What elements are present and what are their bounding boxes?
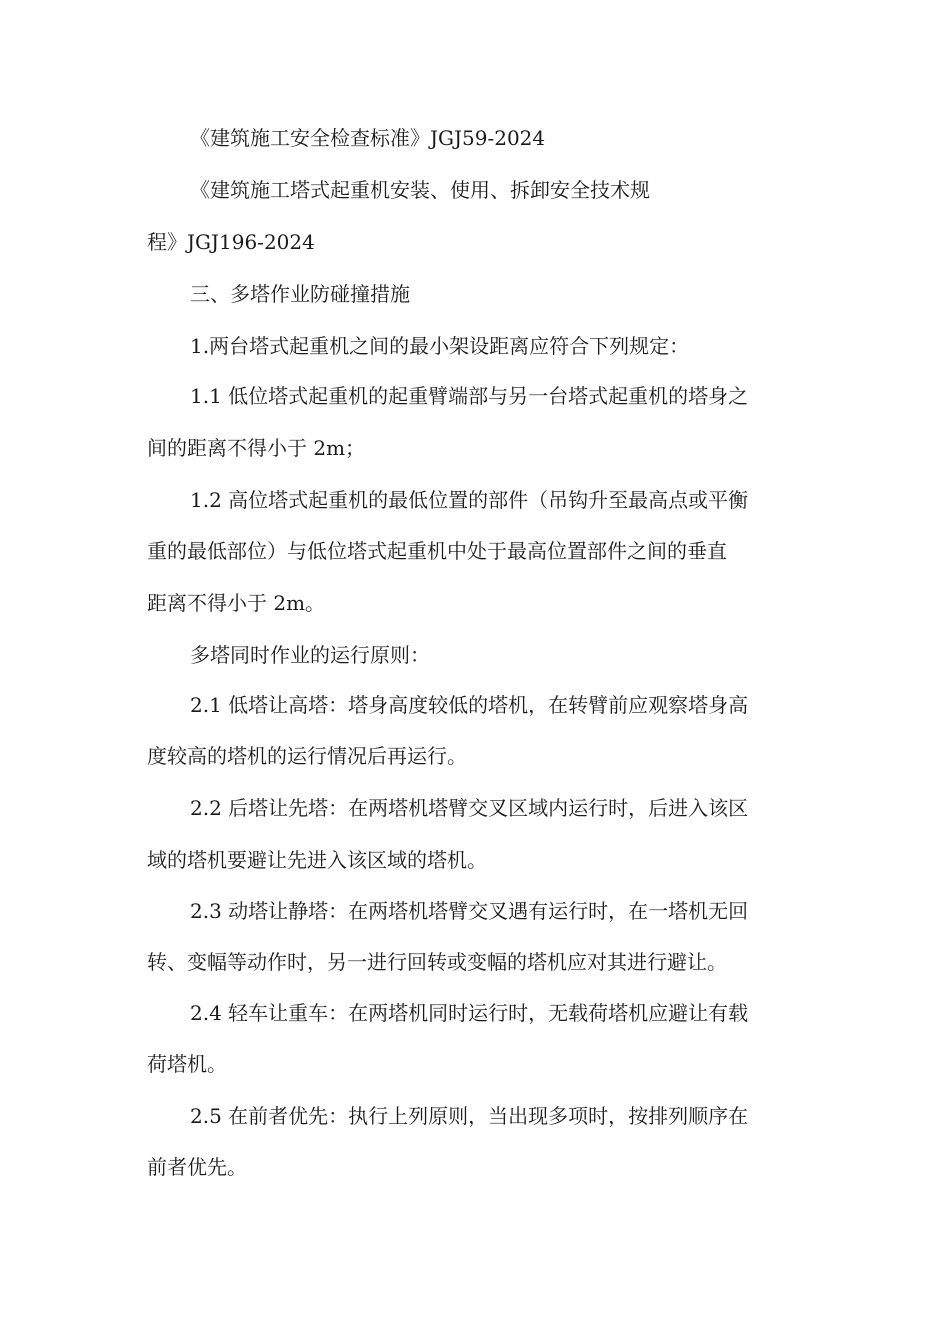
paragraph-2-1-line-1: 2.1 低塔让高塔：塔身高度较低的塔机，在转臂前应观察塔身高	[190, 693, 749, 717]
paragraph-2-2-line-1: 2.2 后塔让先塔：在两塔机塔臂交叉区域内运行时，后进入该区	[190, 796, 749, 820]
reference-standard-1: 《建筑施工安全检查标准》JGJ59-2024	[190, 126, 546, 150]
paragraph-1-2-line-1: 1.2 高位塔式起重机的最低位置的部件（吊钩升至最高点或平衡	[190, 488, 749, 512]
paragraph-2-2-line-2: 域的塔机要避让先进入该区域的塔机。	[147, 848, 487, 872]
paragraph-2-5-line-2: 前者优先。	[147, 1155, 247, 1179]
paragraph-2-4-line-1: 2.4 轻车让重车：在两塔机同时运行时，无载荷塔机应避让有载	[190, 1001, 749, 1025]
paragraph-2-3-line-2: 转、变幅等动作时，另一进行回转或变幅的塔机应对其进行避让。	[147, 950, 727, 974]
paragraph-2-5-line-1: 2.5 在前者优先：执行上列原则，当出现多项时，按排列顺序在	[190, 1104, 749, 1128]
paragraph-1-2-line-2: 重的最低部位）与低位塔式起重机中处于最高位置部件之间的垂直	[147, 539, 727, 563]
principles-heading: 多塔同时作业的运行原则：	[190, 643, 430, 667]
paragraph-1-1-line-2: 间的距离不得小于 2m；	[147, 436, 366, 460]
paragraph-2-3-line-1: 2.3 动塔让静塔：在两塔机塔臂交叉遇有运行时，在一塔机无回	[190, 899, 749, 923]
paragraph-1-2-line-3: 距离不得小于 2m。	[147, 591, 326, 615]
paragraph-1: 1.两台塔式起重机之间的最小架设距离应符合下列规定：	[190, 334, 690, 358]
paragraph-1-1-line-1: 1.1 低位塔式起重机的起重臂端部与另一台塔式起重机的塔身之	[190, 384, 749, 408]
reference-standard-2-line-2: 程》JGJ196-2024	[147, 230, 315, 254]
reference-standard-2-line-1: 《建筑施工塔式起重机安装、使用、拆卸安全技术规	[190, 178, 650, 202]
paragraph-2-1-line-2: 度较高的塔机的运行情况后再运行。	[147, 744, 467, 768]
section-heading: 三、多塔作业防碰撞措施	[190, 282, 410, 306]
paragraph-2-4-line-2: 荷塔机。	[147, 1052, 227, 1076]
